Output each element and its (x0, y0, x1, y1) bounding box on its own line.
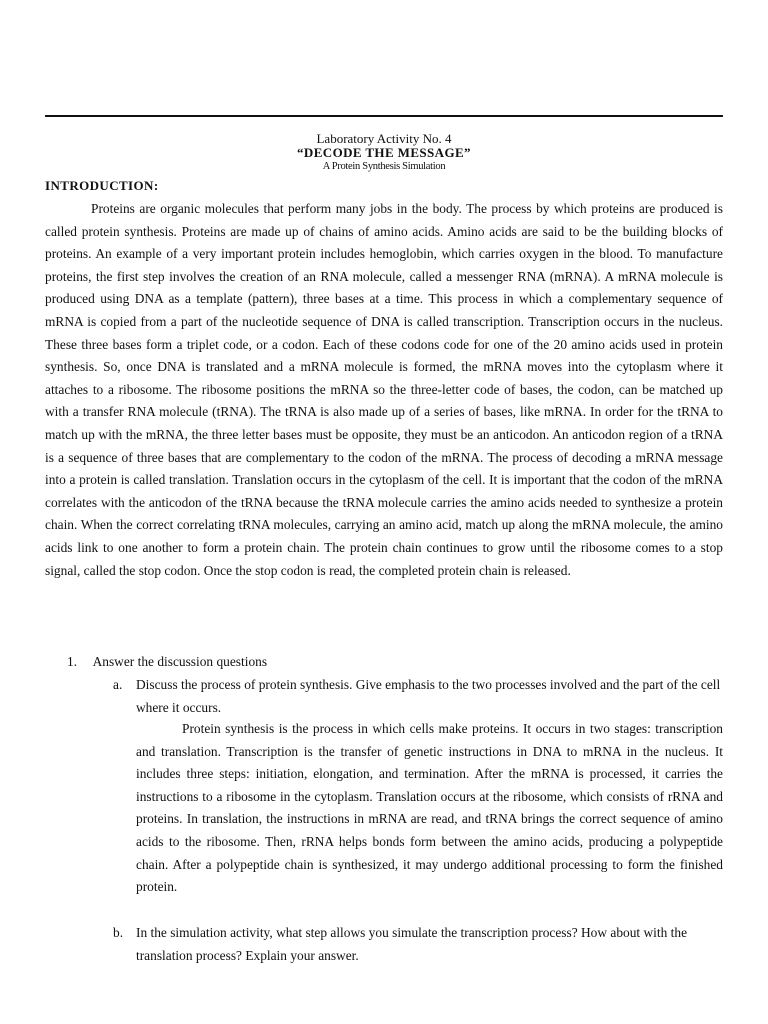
question-a (113, 674, 723, 719)
question-1-text: Answer the discussion questions (92, 654, 268, 669)
question-a-answer: Protein synthesis is the process in which cells make proteins. It occurs in two stages: transcription and translation. Transcription is the transfer of genetic instructions in DNA to mRNA in the nucleus. It includes three steps: initiation, elongation, and termination. After the mRNA is processed, it carries the instructions to a ribosome in the cytoplasm. Translation occurs at the ribosome, which consists of rRNA and proteins. In translation, the instructions in mRNA are read, and tRNA brings the correct sequence of amino acids to the ribosome. Then, rRNA helps bonds form between the amino acids, producing a polypeptide chain. After a polypeptide chain is synthesized, it may undergo additional processing to form the finished protein. (136, 721, 723, 895)
question-a-letter: a. (113, 677, 123, 692)
question-a-text: Discuss the process of protein synthesis. Give emphasis to the two processes involved and the part of the cell where it occurs. (136, 677, 721, 715)
question-1-number: 1. (67, 654, 78, 669)
activity-subtitle: A Protein Synthesis Simulation (322, 161, 446, 172)
question-b-letter: b. (113, 925, 124, 940)
activity-number: Laboratory Activity No. 4 (316, 131, 452, 146)
question-1 (67, 651, 267, 673)
question-b (113, 922, 723, 967)
question-b-text: In the simulation activity, what step allows you simulate the transcription process? How about with the translation process? Explain your answer. (136, 925, 688, 963)
introduction-paragraph: Proteins are organic molecules that perform many jobs in the body. The process by which proteins are produced is called protein synthesis. Proteins are made up of chains of amino acids. Amino acids are said to be the building blocks of proteins. An example of a very important protein includes hemoglobin, which carries oxygen in the blood. To manufacture proteins, the first step involves the creation of an RNA molecule, called a messenger RNA (mRNA). A mRNA molecule is produced using DNA as a template (pattern), three bases at a time. This process in which a complementary sequence of mRNA is copied from a part of the nucleotide sequence of DNA is called transcription. Transcription occurs in the nucleus. These three bases form a triplet code, or a codon. Each of these codons code for one of the 20 amino acids used in protein synthesis. So, once DNA is translated and a mRNA molecule is formed, the mRNA moves into the cytoplasm where it attaches to a ribosome. The ribosome positions the mRNA so the three-letter code of bases, the codon, can be matched up with a transfer RNA molecule (tRNA). The tRNA is also made up of a series of bases, like mRNA. In order for the tRNA to match up with the mRNA, the three letter bases must be opposite, they must be an anticodon. An anticodon region of a tRNA is a sequence of three bases that are complementary to the codon of the mRNA. The process of decoding a mRNA message into a protein is called translation. Translation occurs in the cytoplasm of the cell. It is important that the codon of the mRNA correlates with the anticodon of the tRNA because the tRNA molecule carries the amino acids needed to synthesize a protein chain. When the correct correlating tRNA molecules, carrying an amino acid, match up along the mRNA molecule, the amino acids link to one another to form a protein chain. The protein chain continues to grow until the ribosome comes to a stop signal, called the stop codon. Once the stop codon is read, the completed protein chain is released. (45, 201, 723, 578)
activity-title: “DECODE THE MESSAGE” (297, 145, 471, 160)
top-rule (45, 115, 723, 117)
introduction-heading: INTRODUCTION: (45, 178, 159, 193)
document-header (45, 132, 723, 173)
